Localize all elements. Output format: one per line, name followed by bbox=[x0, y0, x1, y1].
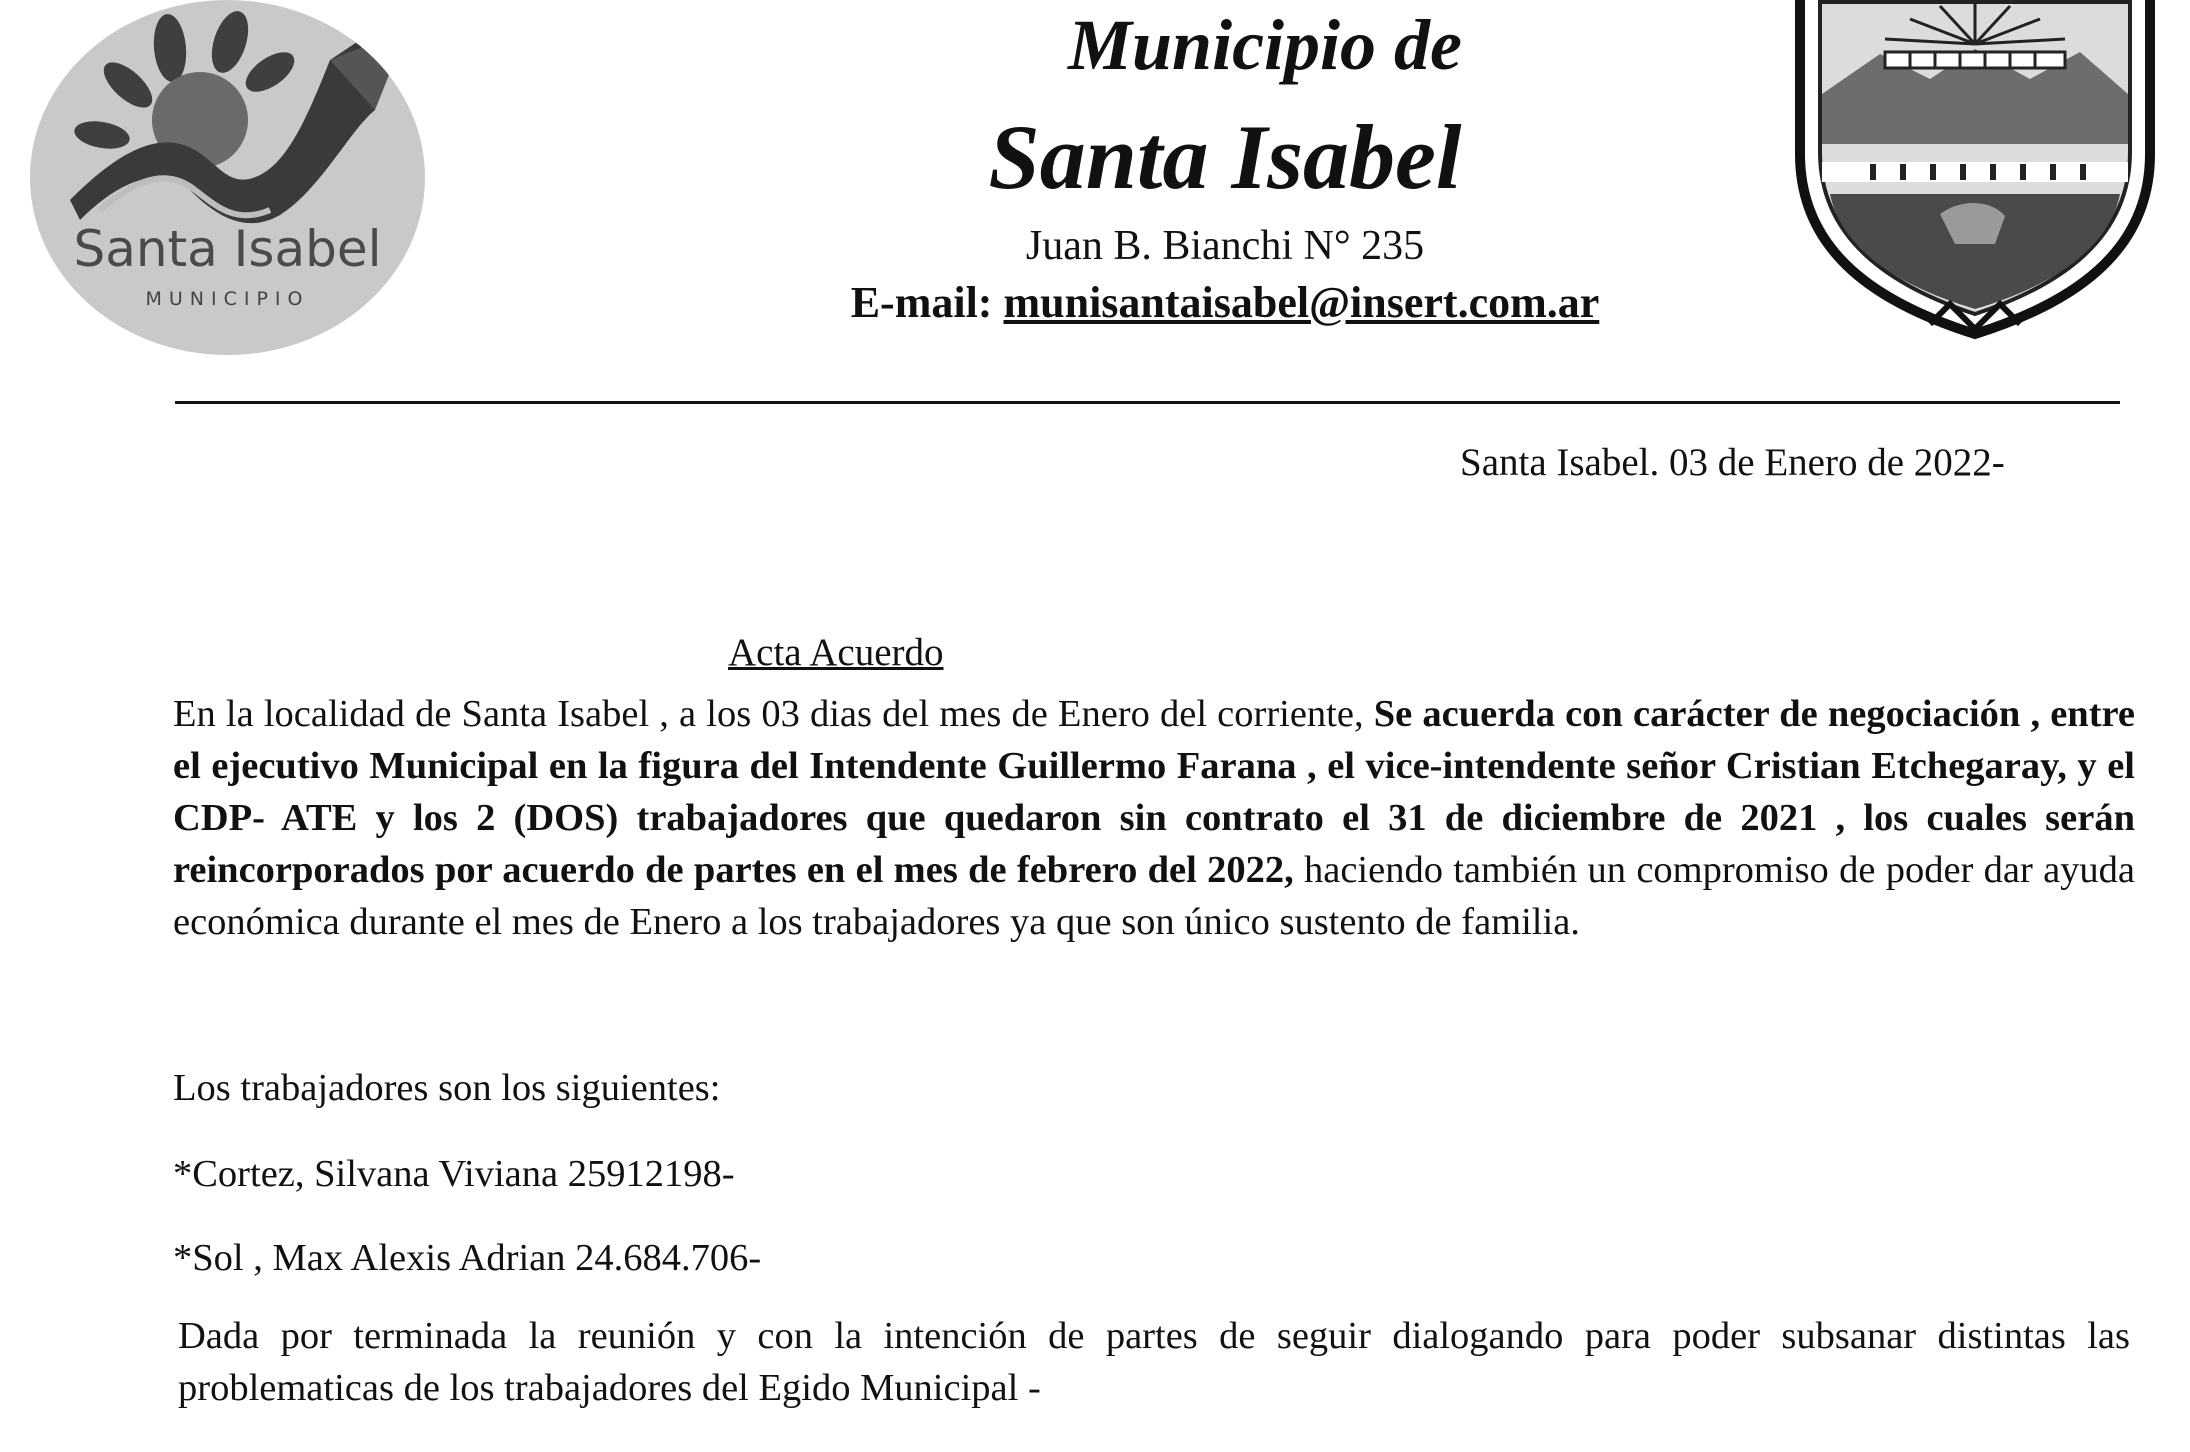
paragraph-intro: En la localidad de Santa Isabel , a los 03 dias del mes de Enero del corriente, bbox=[173, 693, 1374, 735]
worker-list-item: *Cortez, Silvana Viviana 25912198- bbox=[173, 1153, 735, 1195]
document-title: Acta Acuerdo bbox=[728, 631, 944, 674]
workers-intro: Los trabajadores son los siguientes: bbox=[173, 1067, 721, 1109]
logo-subtitle: MUNICIPIO bbox=[145, 288, 310, 310]
email-label: E-mail: bbox=[850, 278, 993, 327]
worker-list-item: *Sol , Max Alexis Adrian 24.684.706- bbox=[173, 1237, 762, 1279]
document-date: Santa Isabel. 03 de Enero de 2022- bbox=[1460, 441, 2005, 484]
municipality-title-line1: Municipio de bbox=[1067, 5, 1463, 85]
closing-paragraph: Dada por terminada la reunión y con la intención de partes de seguir dialogando para poder subsanar distintas las problematicas de los trabajadores del Egido Municipal - bbox=[178, 1315, 2130, 1409]
email-link[interactable]: munisantaisabel@insert.com.ar bbox=[1003, 278, 1600, 327]
municipality-address: Juan B. Bianchi N° 235 bbox=[1025, 223, 1425, 269]
agreement-paragraph bbox=[173, 688, 2135, 948]
header-divider bbox=[175, 401, 2120, 404]
paragraph-agreement-bold: Se acuerda con carácter de negociación , entre el ejecutivo Municipal en la figura del Intendente Guillermo Farana , el vice-intendente señor Cristian Etchegaray, y el CDP- ATE y los 2 (DOS) trabajadores que quedaron sin contrato el 31 de diciembre de 2021 , los cuales serán reincorporados por acuerdo de partes en el mes de febrero del 2022, bbox=[173, 693, 2136, 891]
coat-of-arms-icon bbox=[1790, 0, 2160, 344]
municipality-title-line2: Santa Isabel bbox=[988, 106, 1462, 208]
paragraph-commitment: haciendo también un compromiso de poder dar ayuda económica durante el mes de Enero a los trabajadores ya que son único sustento de familia. bbox=[173, 849, 2135, 943]
logo-name: Santa Isabel bbox=[73, 220, 382, 278]
